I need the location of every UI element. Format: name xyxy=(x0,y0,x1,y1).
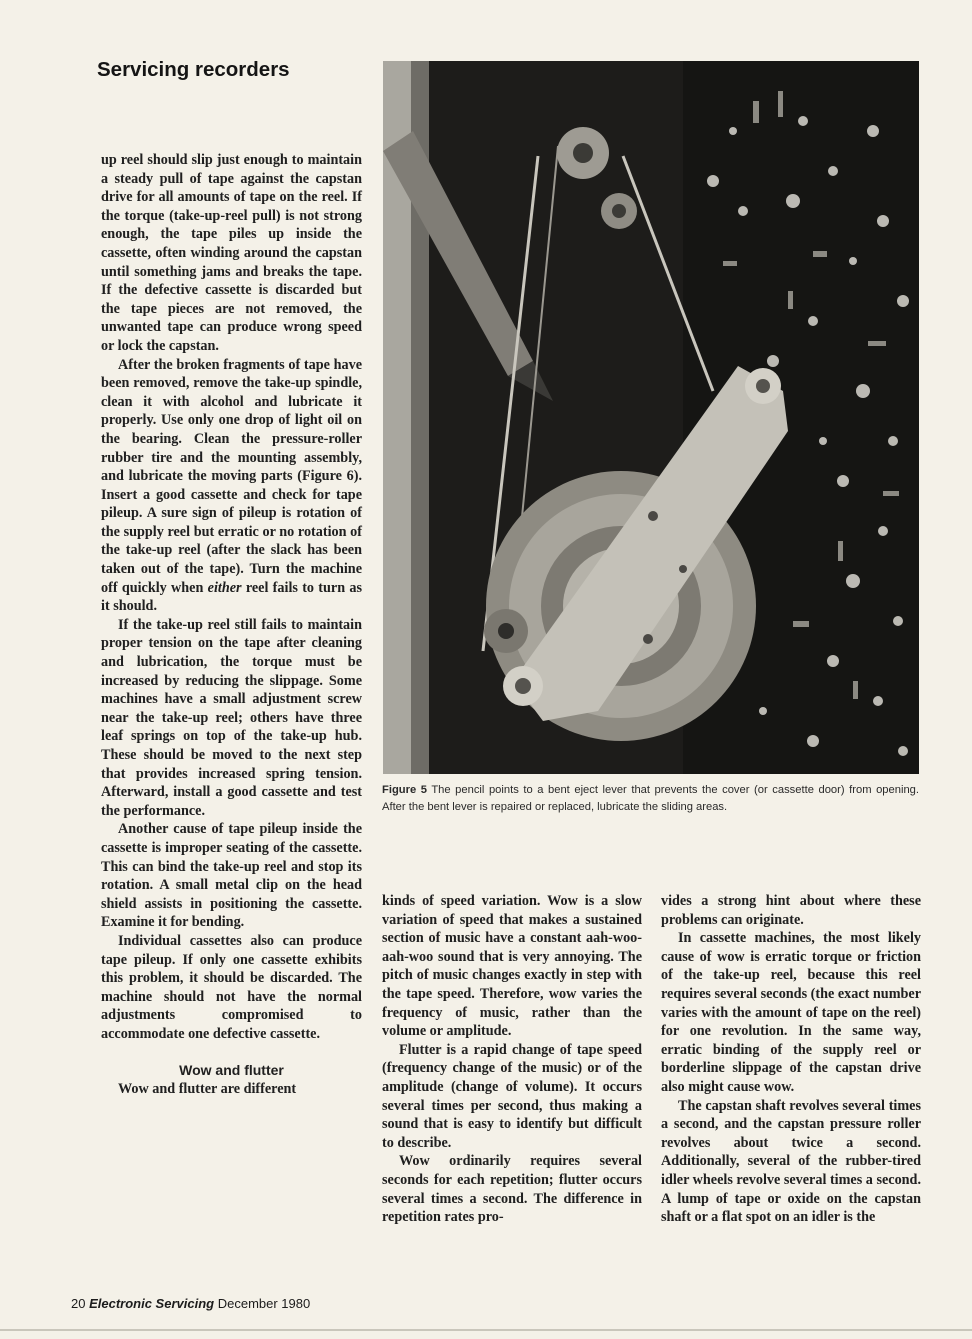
figure-photo xyxy=(383,61,919,774)
magazine-name: Electronic Servicing xyxy=(89,1296,215,1311)
paragraph: If the take-up reel still fails to maintain proper tension on the tape after cleaning and lubrication, the torque must be increased by reducing the slippage. Some machines have a small adjustment screw near the take-up reel; others have three leaf springs on top of the take-up hub. These should be moved to the next step that provides increased spring tension. Afterward, install a good cassette and test the performance. xyxy=(101,616,362,819)
figure-caption xyxy=(382,782,919,815)
paragraph: Flutter is a rapid change of tape speed (frequency change of the music) or of the amplitude (change of volume). It occurs several times per second, thus making a sound that is easy to identify but difficult to describe. xyxy=(382,1041,642,1151)
section-heading: Wow and flutter xyxy=(179,1061,284,1078)
paragraph-text: reel fails to turn as it should. xyxy=(101,579,362,615)
paragraph: up reel should slip just enough to maintain a steady pull of tape against the capstan drive for all amounts of tape on the reel. If the torque (take-up-reel pull) is not strong enough, the tape piles up inside the cassette, often winding around the capstan until something jams and breaks the tape. If the defective cassette is discarded but the tape pieces are not removed, the unwanted tape can produce wrong speed or lock the capstan. xyxy=(101,152,362,354)
paragraph xyxy=(101,356,362,616)
article-title: Servicing recorders xyxy=(97,58,290,81)
paragraph: Another cause of tape pileup inside the cassette is improper seating of the cassette. This can bind the take-up reel and stop its rotation. A small metal clip on the head shield assists in positioning the cassette. Examine it for bending. xyxy=(101,821,362,931)
page-number: 20 xyxy=(71,1296,86,1311)
paragraph: In cassette machines, the most likely cause of wow is erratic torque or friction of the take-up reel, because this reel requires several seconds (the exact number varies with the amount of tape on the reel) for one revolution. In the same way, erratic binding of the supply reel or borderline slippage of the capstan drive also might cause wow. xyxy=(661,930,921,1095)
page-footer xyxy=(71,1296,310,1311)
figure-label: Figure 5 xyxy=(382,784,427,796)
page-edge-divider xyxy=(0,1329,972,1331)
paragraph: Individual cassettes also can produce tape pileup. If only one cassette exhibits this problem, it should be discarded. The machine should not have the normal adjustments compromised to accommodate one defective cassette. xyxy=(101,932,362,1042)
text-column-2 xyxy=(382,892,642,1227)
text-column-3 xyxy=(661,892,921,1227)
figure-caption-text: The pencil points to a bent eject lever that prevents the cover (or cassette door) from opening. After the bent lever is repaired or replaced, lubricate the sliding areas. xyxy=(382,784,919,813)
paragraph: kinds of speed variation. Wow is a slow variation of speed that makes a sustained section of music have a constant aah-woo-aah-woo sound that is very annoying. The pitch of music changes exactly in step with the tape speed. Therefore, wow varies the frequency of music, rather than the volume or amplitude. xyxy=(382,893,642,1040)
issue-date: December 1980 xyxy=(217,1296,311,1311)
text-column-1 xyxy=(101,151,362,1099)
paragraph: The capstan shaft revolves several times a second, and the capstan pressure roller revolves about twice a second. Additionally, several of the rubber-tired idler wheels revolve several times a second. A lump of tape or oxide on the capstan shaft or a flat spot on an idler is the xyxy=(661,1097,921,1226)
paragraph-text: After the broken fragments of tape have been removed, remove the take-up spindle, clean it with alcohol and lubricate it properly. Use only one drop of light oil on the bearing. Clean the pressure-roller rubber tire and the mounting assembly, and lubricate the moving parts (Figure 6). Insert a good cassette and check for tape pileup. A sure sign of pileup is rotation of the supply reel but erratic or no rotation of the take-up reel (after the slack has been taken out of the tape). Turn the machine off quickly when xyxy=(101,356,362,596)
tape-mechanism-photo xyxy=(383,61,919,774)
emphasis-text: either xyxy=(207,579,242,596)
paragraph: Wow and flutter are different xyxy=(118,1081,297,1098)
paragraph: vides a strong hint about where these problems can originate. xyxy=(661,893,921,928)
paragraph: Wow ordinarily requires several seconds for each repetition; flutter occurs several times a second. The difference in repetition rates pro- xyxy=(382,1153,642,1226)
